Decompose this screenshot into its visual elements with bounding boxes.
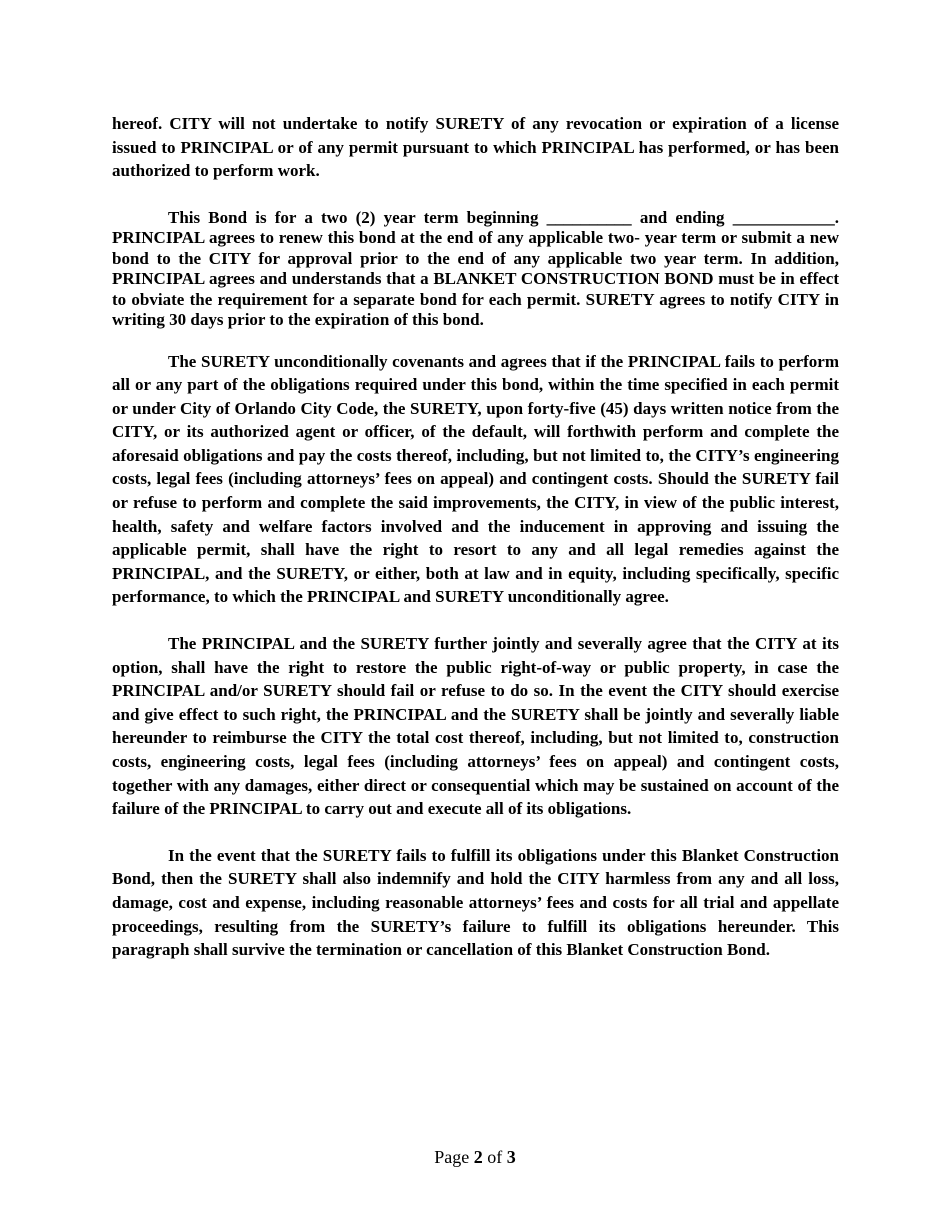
paragraph-surety-covenant: The SURETY unconditionally covenants and agrees that if the PRINCIPAL fails to perform all or any part of the obligations required under this bond, within the time specified in each permit or under City of Orlando City Code, the SURETY, upon forty-five (45) days written notice from the CITY, or its authorized agent or officer, of the default, will forthwith perform and complete the aforesaid obligations and pay the costs thereof, including, but not limited to, the CITY’s engineering costs, legal fees (including attorneys’ fees on appeal) and contingent costs. Should the SURETY fail or refuse to perform and complete the said improvements, the CITY, in view of the public interest, health, safety and welfare factors involved and the inducement in approving and issuing the applicable permit, shall have the right to resort to any and all legal remedies against the PRINCIPAL, and the SURETY, or either, both at law and in equity, including specifically, specific performance, to which the PRINCIPAL and SURETY unconditionally agree. <box>112 351 839 607</box>
document-body <box>112 112 839 962</box>
page-label: Page <box>434 1147 470 1167</box>
total-pages-number: 3 <box>506 1147 516 1167</box>
page-footer <box>0 1145 950 1169</box>
paragraph-indemnify: In the event that the SURETY fails to fulfill its obligations under this Blanket Construction Bond, then the SURETY shall also indemnify and hold the CITY harmless from any and all loss, damage, cost and expense, including reasonable attorneys’ fees and costs for all trial and appellate proceedings, resulting from the SURETY’s failure to fulfill its obligations hereunder. This paragraph shall survive the termination or cancellation of this Blanket Construction Bond. <box>112 845 839 960</box>
page-separator: of <box>487 1147 503 1167</box>
paragraph-restore-right-of-way: The PRINCIPAL and the SURETY further jointly and severally agree that the CITY at its option, shall have the right to restore the public right-of-way or public property, in case the PRINCIPAL and/or SURETY should fail or refuse to do so. In the event the CITY should exercise and give effect to such right, the PRINCIPAL and the SURETY shall be jointly and severally liable hereunder to reimburse the CITY the total cost thereof, including, but not limited to, construction costs, engineering costs, legal fees (including attorneys’ fees on appeal) and contingent costs, together with any damages, either direct or consequential which may be sustained on account of the failure of the PRINCIPAL to carry out and execute all of its obligations. <box>112 634 839 819</box>
current-page-number: 2 <box>473 1147 483 1167</box>
paragraph-bond-term: This Bond is for a two (2) year term beginning __________ and ending ____________. PRINCIPAL agrees to renew this bond at the end of any applicable two- year term or submit a new bond to the CITY for approval prior to the end of any applicable two year term. In addition, PRINCIPAL agrees and understands that a BLANKET CONSTRUCTION BOND must be in effect to obviate the requirement for a separate bond for each permit. SURETY agrees to notify CITY in writing 30 days prior to the expiration of this bond. <box>112 207 839 329</box>
paragraph-notification: hereof. CITY will not undertake to notify SURETY of any revocation or expiration of a license issued to PRINCIPAL or of any permit pursuant to which PRINCIPAL has performed, or has been authorized to perform work. <box>112 114 839 180</box>
